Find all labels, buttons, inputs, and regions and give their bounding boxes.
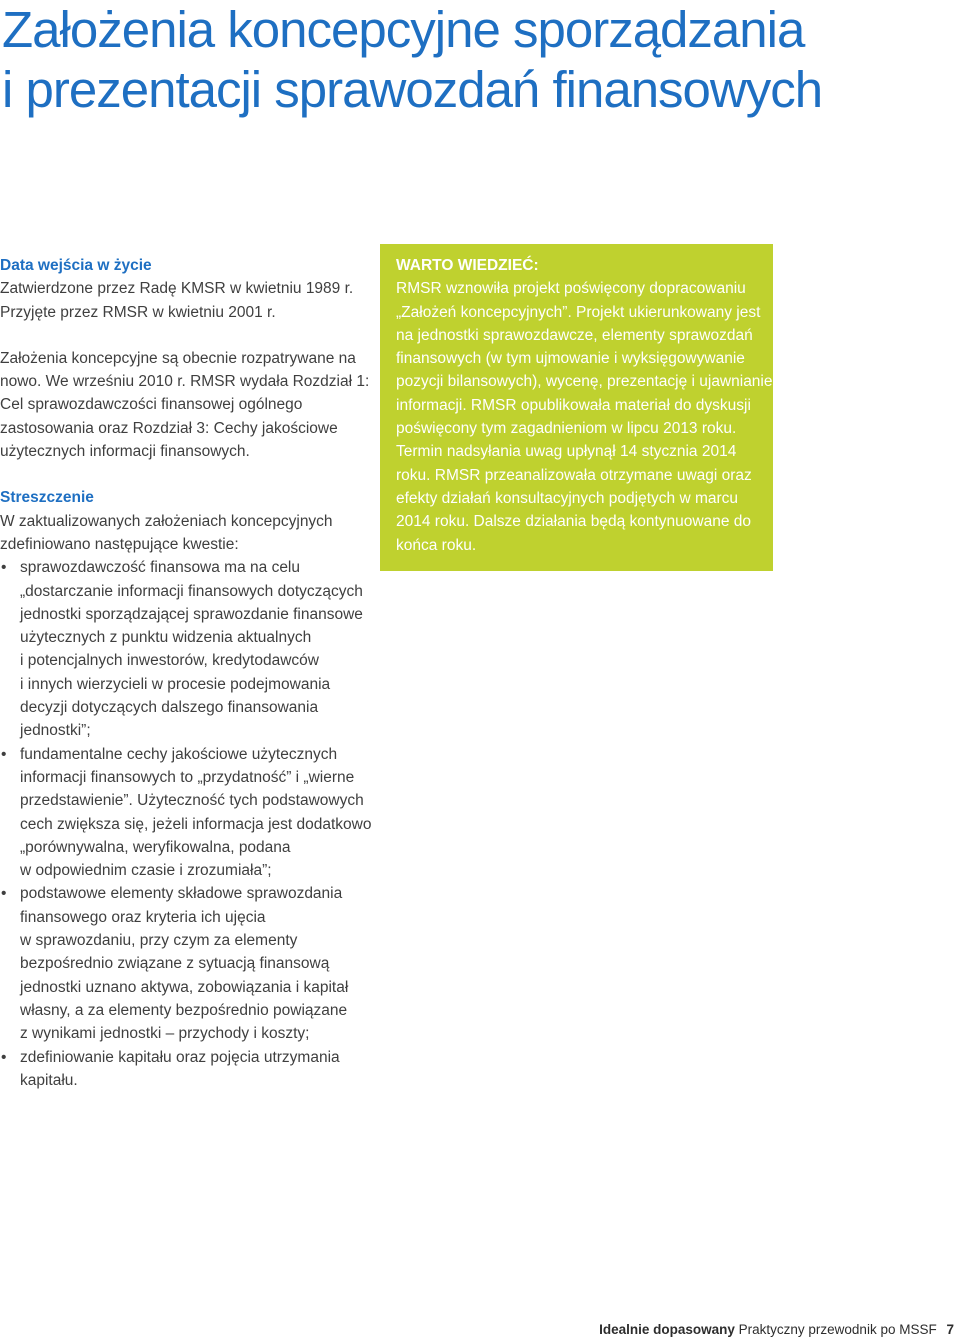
paragraph-line: zastosowania oraz Rozdział 3: Cechy jakościowe (0, 419, 338, 437)
bullet-line: • zdefiniowanie kapitału oraz pojęcia utrzymania (20, 1048, 340, 1066)
page-title (2, 0, 952, 120)
paragraph-line: użytecznych informacji finansowych. (0, 443, 250, 461)
summary-heading: Streszczenie (0, 489, 94, 507)
page-title-line-1: Założenia koncepcyjne sporządzania (2, 1, 805, 58)
bullet-line: kapitału. (20, 1071, 78, 1089)
list-item (0, 743, 370, 883)
callout-line: roku. RMSR przeanalizowała otrzymane uwagi oraz (396, 466, 752, 484)
bullet-line: jednostki sporządzającej sprawozdanie finansowe (20, 605, 363, 623)
bullet-line: • podstawowe elementy składowe sprawozdania (20, 885, 343, 903)
effective-date-heading: Data wejścia w życie (0, 257, 152, 274)
bullet-line: „porównywalna, weryfikowalna, podana (20, 838, 291, 856)
effective-line: Zatwierdzone przez Radę KMSR w kwietniu 1989 r. (0, 280, 354, 298)
page-footer (599, 1322, 954, 1337)
bullet-line: • fundamentalne cechy jakościowe użytecznych (20, 745, 338, 763)
callout-line: „Założeń koncepcyjnych”. Projekt ukierunkowany jest (396, 303, 761, 321)
bullet-line: „dostarczanie informacji finansowych dotyczących (20, 582, 363, 600)
callout-line: końca roku. (396, 536, 477, 554)
bullet-line: i potencjalnych inwestorów, kredytodawców (20, 652, 319, 670)
callout-line: efekty działań konsultacyjnych podjętych w marcu (396, 489, 739, 507)
list-item (0, 1046, 370, 1093)
bullet-line: w odpowiednim czasie i zrozumiała”; (20, 862, 272, 880)
bullet-line: decyzji dotyczących dalszego finansowania (20, 699, 319, 717)
bullet-line: jednostki uznano aktywa, zobowiązania i kapitał (20, 978, 349, 996)
footer-publication-subtitle: Praktyczny przewodnik po MSSF (738, 1322, 937, 1337)
footer-publication-title: Idealnie dopasowany (599, 1322, 735, 1337)
effective-paragraph (0, 347, 370, 463)
callout-heading: WARTO WIEDZIEĆ: (396, 257, 539, 274)
left-column (0, 254, 370, 1092)
callout-line: 2014 roku. Dalsze działania będą kontynuowane do (396, 513, 752, 531)
bullet-line: przedstawienie”. Użyteczność tych podstawowych (20, 792, 364, 810)
summary-intro-line: zdefiniowano następujące kwestie: (0, 535, 239, 553)
page-title-line-2: i prezentacji sprawozdań finansowych (2, 61, 823, 118)
bullet-line: własny, a za elementy bezpośrednio powiązane (20, 1001, 348, 1019)
bullet-line: w sprawozdaniu, przy czym za elementy (20, 932, 298, 950)
callout-line: Termin nadsyłania uwag upłynął 14 stycznia 2014 (396, 443, 737, 461)
paragraph-line: Założenia koncepcyjne są obecnie rozpatrywane na (0, 349, 356, 367)
bullet-line: jednostki”; (20, 722, 91, 740)
bullet-line: finansowego oraz kryteria ich ujęcia (20, 908, 266, 926)
summary-intro-line: W zaktualizowanych założeniach koncepcyjnych (0, 512, 333, 530)
bullet-line: • sprawozdawczość finansowa ma na celu (20, 559, 300, 577)
did-you-know-callout (380, 244, 773, 571)
list-item (0, 556, 370, 742)
effective-line: Przyjęte przez RMSR w kwietniu 2001 r. (0, 303, 276, 321)
list-item (0, 882, 370, 1045)
bullet-line: informacji finansowych to „przydatność” i „wierne (20, 768, 355, 786)
callout-line: RMSR wznowiła projekt poświęcony dopracowaniu (396, 280, 746, 298)
callout-line: finansowych (w tym ujmowanie i wyksięgowywanie (396, 350, 745, 368)
callout-line: poświęcony tym zagadnieniom w lipcu 2013 roku. (396, 420, 737, 438)
summary-bullet-list (0, 556, 370, 1092)
bullet-line: bezpośrednio związane z sytuacją finansową (20, 955, 330, 973)
bullet-line: cech zwiększa się, jeżeli informacja jest dodatkowo (20, 815, 372, 833)
callout-line: pozycji bilansowych), wycenę, prezentację i ujawnianie (396, 373, 773, 391)
bullet-line: i innych wierzycieli w procesie podejmowania (20, 675, 331, 693)
page-number: 7 (946, 1322, 954, 1337)
callout-line: informacji. RMSR opublikowała materiał do dyskusji (396, 396, 751, 414)
paragraph-line: nowo. We wrześniu 2010 r. RMSR wydała Rozdział 1: (0, 373, 370, 391)
paragraph-line: Cel sprawozdawczości finansowej ogólnego (0, 396, 303, 414)
callout-line: na jednostki sprawozdawcze, elementy sprawozdań (396, 326, 753, 344)
bullet-line: użytecznych z punktu widzenia aktualnych (20, 629, 312, 647)
bullet-line: z wynikami jednostki – przychody i koszty; (20, 1025, 310, 1043)
